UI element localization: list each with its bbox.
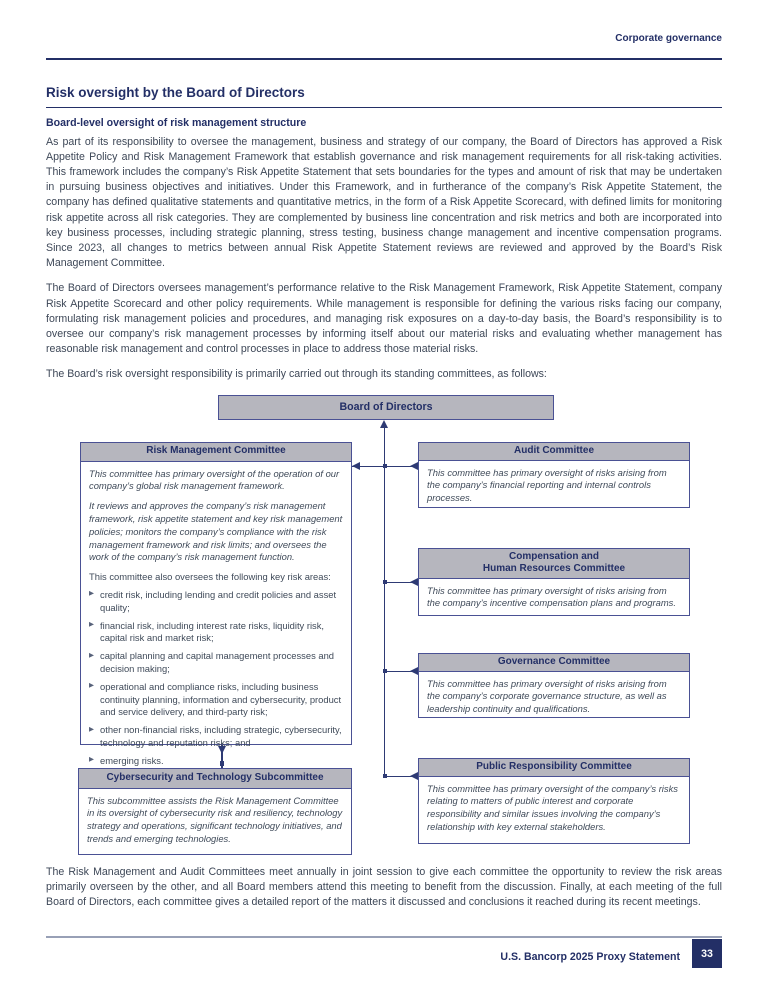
junction-dot [383,580,388,585]
risk-area-item [89,724,343,750]
risk-management-committee-box [80,442,352,766]
arrow-left-icon [352,462,360,470]
bullet-triangle-icon: ▶ [89,756,94,764]
junction-dot [383,669,388,674]
cybersecurity-subcommittee-box [78,768,352,855]
junction-dot [383,464,388,469]
page-title: Risk oversight by the Board of Directors [46,85,722,108]
board-of-directors-label: Board of Directors [339,401,433,414]
arrow-left-icon [410,772,418,780]
risk-area-text: emerging risks. [100,754,164,766]
risk-area-text: capital planning and capital management processes and decision making; [100,650,335,674]
cybersecurity-subcommittee-title: Cybersecurity and Technology Subcommittee [79,769,351,789]
risk-area-text: financial risk, including interest rate risks, liquidity risk, capital risk and market risk; [100,619,325,644]
risk-area-text: credit risk, including lending and credit policies and asset quality; [100,588,337,613]
section-heading: Board-level oversight of risk management structure [46,116,307,129]
governance-committee-title: Governance Committee [419,654,689,672]
bullet-triangle-icon: ▶ [89,590,94,598]
arrow-left-icon [410,578,418,586]
audit-committee-box [418,442,690,508]
compensation-committee-description: This committee has primary oversight of risks arising from the company’s incentive compensation plans and programs. [427,584,676,609]
running-header: Corporate governance [615,33,722,44]
bullet-triangle-icon: ▶ [89,725,94,733]
board-of-directors-box [218,395,554,420]
public-responsibility-committee-title: Public Responsibility Committee [419,759,689,777]
risk-area-item [89,620,343,646]
closing-paragraph: The Risk Management and Audit Committees meet annually in joint session to give each committee the opportunity to review the risk areas primarily overseen by the other, and all Board members attend this meeting to benefit from the discussion. Finally, at each meeting of the full Board of Directors, each committee gives a detailed report of the matters it discussed and conclusions it reached during its recent meetings. [46,865,722,908]
paragraph-3: The Board’s risk oversight responsibility is primarily carried out through its standing committees, as follows: [46,368,547,381]
public-responsibility-committee-box [418,758,690,844]
bullet-triangle-icon: ▶ [89,651,94,659]
paragraph-2: The Board of Directors oversees management’s performance relative to the Risk Management Framework, Risk Appetite Statement, company Risk Appetite Scorecard and other policy requirements. While management is responsible for defining the various risks facing our company, formulating risk management policies and procedures, and managing risk exposures on a day-to-day basis, the Board’s responsibility is to oversee our company’s risk management processes by informing itself about our material risks and evaluating whether management has reasonable risk management and control processes in place to address those material risks. [46,282,722,356]
arrow-left-icon [410,667,418,675]
public-responsibility-committee-description: This committee has primary oversight of the company’s risks relating to matters of public interest and corporate responsibility and similar issues involving the company’s relationship with key external stakeholders. [427,782,678,832]
header-divider [46,58,722,60]
risk-area-item [89,681,343,719]
arrow-up-icon [380,420,388,428]
risk-area-item [89,755,343,768]
connector-vertical-main [384,428,385,778]
bullet-triangle-icon: ▶ [89,682,94,690]
footer-document-title: U.S. Bancorp 2025 Proxy Statement [500,951,680,963]
audit-committee-description: This committee has primary oversight of risks arising from the company’s financial reporting and internal controls processes. [427,466,667,504]
risk-area-text: operational and compliance risks, including business continuity planning, information and cybersecurity, product and service delivery, and third-party risk; [100,680,342,718]
audit-committee-title: Audit Committee [419,443,689,461]
risk-area-item [89,589,343,615]
risk-area-text: other non-financial risks, including strategic, cybersecurity, technology and reputation risks; and [100,724,342,748]
compensation-committee-box [418,548,690,616]
junction-dot [383,774,388,779]
rmc-risk-areas-list [89,589,343,768]
compensation-committee-title [419,549,689,579]
governance-committee-description: This committee has primary oversight of risks arising from the company’s corporate governance structure, as well as leadership continuity and qualifications. [427,677,667,715]
rmc-risk-areas-intro: This committee also oversees the following key risk areas: [89,571,331,583]
page-number-badge: 33 [692,939,722,968]
rmc-description-1: This committee has primary oversight of the operation of our company’s global risk management framework. [89,467,340,492]
compensation-title-line2: Human Resources Committee [482,563,626,575]
rmc-description-2: It reviews and approves the company’s risk management framework, risk appetite statement and key risk management policies; monitors the company’s compliance with the risk management framework and risk limits; and oversees the work of the company’s risk management function. [89,500,343,563]
risk-management-committee-title: Risk Management Committee [81,443,351,462]
bullet-triangle-icon: ▶ [89,621,94,629]
cybersecurity-subcommittee-description: This subcommittee assists the Risk Management Committee in its oversight of cybersecurity risk and resiliency, technology strategy and operations, significant technology initiatives, and trends and emerging technologies. [87,794,343,844]
compensation-title-line1: Compensation and [508,550,599,562]
page-footer [46,936,722,968]
arrow-left-icon [410,462,418,470]
governance-committee-box [418,653,690,718]
paragraph-1: As part of its responsibility to oversee the management, business and strategy of our company, the Board of Directors has approved a Risk Appetite Policy and Risk Management Framework that establish governance and risk management requirements for all risk-taking activities. This framework includes the company’s Risk Appetite Statement that sets boundaries for the types and amount of risk that may be undertaken in pursuing business objectives and initiatives. Under this Framework, and in furtherance of the company’s Risk Appetite Statement, the company has defined qualitative statements and quantitative metrics, in the form of a Risk Appetite Scorecard, with defined limits for monitoring risk appetite across all risk categories. They are complemented by business line concentration and risk metrics and both are incorporated into key business processes, including strategic planning, stress testing, business change management and incentive compensation programs. Since 2023, all changes to metrics between annual Risk Appetite Statement reviews are reviewed and approved by the Board’s Risk Management Committee. [46,135,722,270]
committee-structure-diagram [46,390,722,860]
risk-area-item [89,650,343,676]
